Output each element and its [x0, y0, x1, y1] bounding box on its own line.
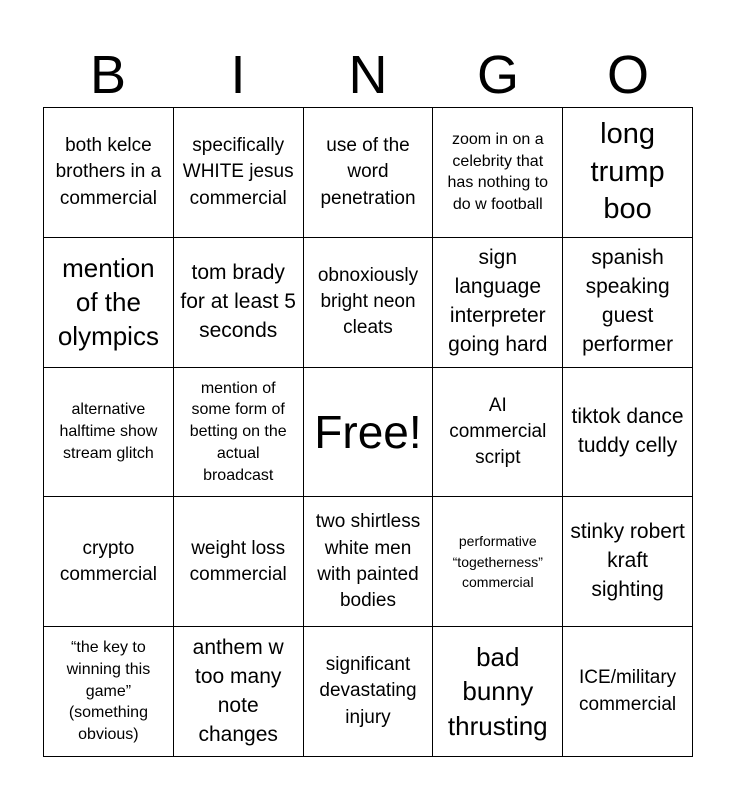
header-letter-g: G — [476, 45, 519, 105]
cell-text: ICE/military commercial — [579, 667, 677, 715]
cell-text: long trump boo — [590, 117, 665, 226]
bingo-cell-b2[interactable] — [44, 238, 174, 368]
cell-text: stinky robert kraft sighting — [570, 520, 685, 602]
cell-text: two shirtless white men with painted bodies — [315, 511, 421, 611]
cell-text: crypto commercial — [59, 537, 157, 585]
header-letter-b: B — [89, 45, 127, 105]
cell-text: weight loss commercial — [189, 537, 287, 585]
bingo-cell-b3[interactable] — [44, 368, 174, 498]
cell-text: use of the word penetration — [320, 135, 416, 209]
bingo-cell-o3[interactable] — [563, 368, 693, 498]
bingo-cell-b1[interactable] — [44, 108, 174, 238]
header-letter-n: N — [348, 45, 388, 105]
bingo-cell-g2[interactable] — [433, 238, 563, 368]
cell-text: performative “togetherness” commercial — [452, 533, 543, 590]
bingo-cell-i3[interactable] — [174, 368, 304, 498]
cell-text: sign language interpreter going hard — [448, 246, 548, 357]
bingo-cell-n2[interactable] — [304, 238, 434, 368]
bingo-cell-n1[interactable] — [304, 108, 434, 238]
bingo-cell-g4[interactable] — [433, 497, 563, 627]
header-letter-o: O — [606, 45, 649, 105]
bingo-cell-o5[interactable] — [563, 627, 693, 757]
cell-text: zoom in on a celebrity that has nothing to do w football — [447, 130, 549, 214]
bingo-cell-i4[interactable] — [174, 497, 304, 627]
cell-text: tiktok dance tuddy celly — [571, 405, 684, 457]
header-letter-i: I — [230, 45, 246, 105]
cell-text: obnoxiously bright neon cleats — [317, 264, 419, 339]
bingo-cell-o4[interactable] — [563, 497, 693, 627]
bingo-grid — [43, 107, 693, 757]
bingo-cell-i1[interactable] — [174, 108, 304, 238]
bingo-cell-b5[interactable] — [44, 627, 174, 757]
bingo-cell-g5[interactable] — [433, 627, 563, 757]
cell-text: specifically WHITE jesus commercial — [182, 135, 294, 209]
bingo-cell-i2[interactable] — [174, 238, 304, 368]
cell-text: AI commercial script — [449, 394, 547, 469]
cell-text: spanish speaking guest performer — [582, 246, 674, 357]
bingo-cell-g1[interactable] — [433, 108, 563, 238]
cell-text: mention of the olympics — [57, 252, 159, 352]
bingo-cell-b4[interactable] — [44, 497, 174, 627]
cell-text: both kelce brothers in a commercial — [55, 135, 162, 209]
cell-text: mention of some form of betting on the actual broadcast — [189, 379, 287, 484]
cell-text: tom brady for at least 5 seconds — [180, 260, 296, 342]
cell-text: anthem w too many note changes — [192, 635, 284, 746]
bingo-cell-g3[interactable] — [433, 368, 563, 498]
bingo-cell-o1[interactable] — [563, 108, 693, 238]
bingo-header — [43, 42, 693, 108]
bingo-cell-i5[interactable] — [174, 627, 304, 757]
bingo-cell-o2[interactable] — [563, 238, 693, 368]
bingo-cell-n4[interactable] — [304, 497, 434, 627]
free-space-text: Free! — [314, 405, 422, 458]
bingo-cell-n5[interactable] — [304, 627, 434, 757]
cell-text: alternative halftime show stream glitch — [59, 401, 158, 462]
bingo-cell-free[interactable] — [304, 368, 434, 498]
cell-text: bad bunny thrusting — [447, 642, 548, 741]
cell-text: significant devastating injury — [319, 654, 417, 728]
cell-text: “the key to winning this game” (something obvious) — [66, 639, 151, 744]
